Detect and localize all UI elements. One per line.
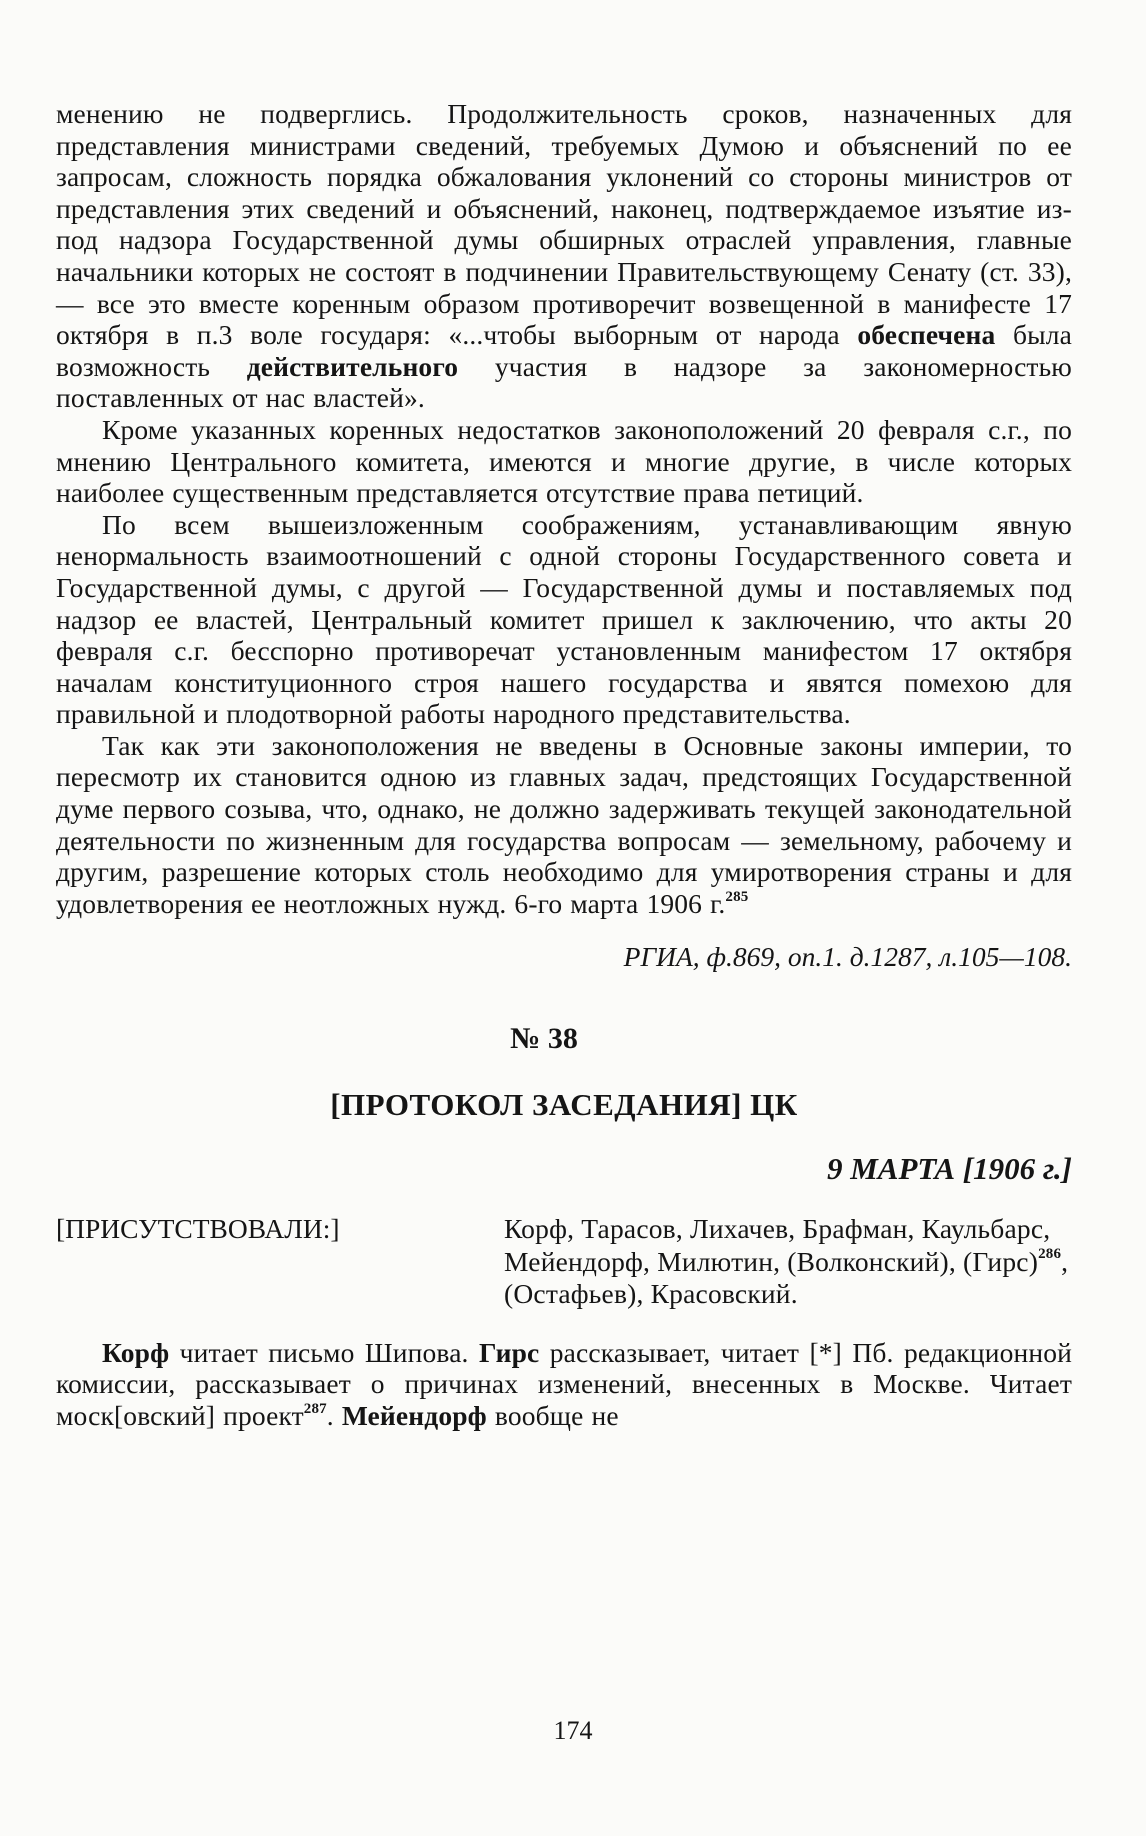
attendance-block <box>56 1213 1072 1311</box>
attendee-list-end: , (Остафьев), Красовский. <box>504 1245 1069 1310</box>
archive-source: РГИА, ф.869, оп.1. д.1287, л.105—108. <box>623 941 1072 973</box>
paragraph-manifesto <box>56 98 1072 414</box>
document-title: [ПРОТОКОЛ ЗАСЕДАНИЯ] ЦК <box>330 1087 798 1123</box>
manifesto-text-end: участия в надзоре за закономерностью поставленных от нас властей». <box>56 350 1072 414</box>
manifesto-text-mid: была возможность <box>56 319 1072 382</box>
record-text-2: рассказывает, читает [*] Пб. редакционной комиссии, рассказывает о причинах изменений, внесенных в Москве. Читает моск[овский] проект <box>56 1336 1072 1431</box>
manifesto-text-start: менению не подверглись. Продолжительность сроков, назначенных для представления министрами сведений, требуемых Думою и объяснений по ее запросам, сложность порядка обжалования уклонений со стороны министров от представления этих сведений и объяснений, наконец, подтверждаемое изъятие из-под надзора Государственной думы обширных отраслей управления, главные начальники которых не состоят в подчинении Правительствующему Сенату (ст. 33), — все это вместе коренным образом противоречит возвещенной в манифесте 17 октября в п.3 воле государя: «...чтобы выборным от народа <box>56 98 1072 351</box>
record-text-2-end: . <box>326 1399 342 1431</box>
text-column <box>56 98 1072 1431</box>
footnote-marker-285: 285 <box>725 888 749 905</box>
record-text-3: вообще не <box>486 1399 619 1431</box>
paragraph-revision <box>56 730 1072 920</box>
speaker-girs: Гирс <box>478 1336 540 1368</box>
document-date: 9 МАРТА [1906 г.] <box>826 1151 1072 1187</box>
paragraph-meeting-record <box>56 1337 1072 1432</box>
page-number: 174 <box>553 1716 593 1745</box>
footnote-marker-286: 286 <box>1038 1246 1062 1263</box>
paragraph-conclusion: По всем вышеизложенным соображениям, устанавливающим явную ненормальность взаимоотношений с одной стороны Государственного совета и Государственной думы, с другой — Государственной думы и поставляемых под надзор ее властей, Центральный комитет пришел к заключению, что акты 20 февраля с.г. бесспорно противоречат установленным манифестом 17 октября началам конституционного строя нашего государства и явятся помехою для правильной и плодотворной работы народного представительства. <box>56 508 1072 730</box>
bold-word-deystvitelnogo: действительного <box>246 350 459 382</box>
paragraph-petitions: Кроме указанных коренных недостатков законоположений 20 февраля с.г., по мнению Центрального комитета, имеются и многие другие, в числе которых наиболее существенным представляется отсутствие права петиций. <box>56 413 1072 509</box>
attendance-names <box>504 1213 1072 1311</box>
document-number: № 38 <box>510 1022 578 1056</box>
attendee-list-start: Корф, Тарасов, Лихачев, Брафман, Каульбарс, Мейендорф, Милютин, (Волконский), (Гирс) <box>504 1213 1051 1277</box>
record-text-1: читает письмо Шипова. <box>169 1336 479 1368</box>
speaker-meyendorf: Мейендорф <box>341 1399 487 1431</box>
revision-text: Так как эти законоположения не введены в Основные законы империи, то пересмотр их становится одною из главных задач, предстоящих Государственной думе первого созыва, что, однако, не должно задерживать текущей законодательной деятельности по жизненным для государства вопросам — земельному, рабочему и другим, разрешение которых столь необходимо для умиротворения страны и для удовлетворения ее неотложных нужд. 6-го марта 1906 г. <box>56 729 1072 919</box>
bold-word-obespechena: обеспечена <box>857 319 996 351</box>
footnote-marker-287: 287 <box>303 1400 327 1417</box>
attendance-label: [ПРИСУТСТВОВАЛИ:] <box>56 1213 340 1245</box>
speaker-korf: Корф <box>102 1336 170 1368</box>
